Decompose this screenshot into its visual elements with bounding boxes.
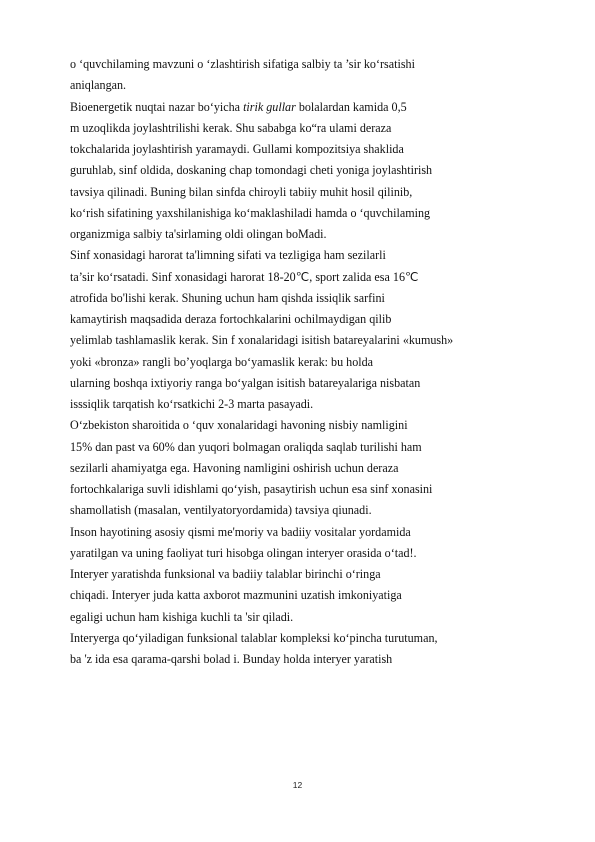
text-line: Interyerga qo‘yiladigan funksional talablar kompleksi ko‘pincha turutuman,: [70, 630, 438, 645]
text-line: tokchalarida joylashtirish yaramaydi. Gullami kompozitsiya shaklida: [70, 142, 404, 156]
text-line: ba 'z ida esa qarama-qarshi bolad i. Bunday holda interyer yaratish: [70, 652, 393, 666]
text-line: shamollatish (masalan, ventilyatoryordamida) tavsiya qiunadi.: [70, 503, 372, 518]
text-line: o ‘quvchilaming mavzuni o ‘zlashtirish sifatiga salbiy ta ’sir ko‘rsatishi: [70, 57, 415, 71]
text-line: Inson hayotining asosiy qismi me'moriy va badiiy vositalar yordamida: [70, 524, 411, 539]
text-line: organizmiga salbiy ta'sirlaming oldi olingan boMadi.: [70, 227, 327, 241]
text-line: yaratilgan va uning faoliyat turi hisobga olingan interyer orasida o‘tad!.: [70, 545, 417, 560]
text-line: m uzoqlikda joylashtrilishi kerak. Shu sababga ko“ra ulami deraza: [70, 120, 392, 135]
text-line: 15% dan past va 60% dan yuqori bolmagan oraliqda saqlab turilishi ham: [70, 439, 422, 454]
text-line: atrofida bo'lishi kerak. Shuning uchun ham qishda issiqlik sarfini: [70, 290, 385, 305]
page-number: 12: [292, 780, 303, 790]
text-span: bolalardan kamida 0,5: [295, 99, 407, 114]
text-line: [70, 97, 540, 118]
text-line: fortochkalariga suvli idishlami qo‘yish, pasaytirish uchun esa sinf xonasini: [70, 482, 433, 496]
text-line: ularning boshqa ixtiyoriy ranga bo‘yalgan isitish batareyalariga nisbatan: [70, 375, 421, 390]
text-line: yelimlab tashlamaslik kerak. Sin f xonalaridagi isitish batareyalarini «kumush»: [70, 333, 454, 348]
text-line: Sinf xonasidagi harorat ta'limning sifati va tezligiga ham sezilarli: [70, 248, 386, 263]
text-line: chiqadi. Interyer juda katta axborot mazmunini uzatish imkoniyatiga: [70, 588, 402, 603]
text-line: O‘zbekiston sharoitida o ‘quv xonalaridagi havoning nisbiy namligini: [70, 418, 408, 433]
text-line: ta’sir ko‘rsatadi. Sinf xonasidagi harorat 18-20℃, sport zalida esa 16℃: [70, 269, 419, 284]
text-line: tavsiya qilinadi. Buning bilan sinfda chiroyli tabiiy muhit hosil qilinib,: [70, 184, 413, 199]
text-line: ko‘rish sifatining yaxshilanishiga ko‘maklashiladi hamda o ‘quvchilaming: [70, 205, 431, 220]
text-line: Interyer yaratishda funksional va badiiy talablar birinchi o‘ringa: [70, 567, 381, 581]
text-line: kamaytirish maqsadida deraza fortochkalarini ochilmaydigan qilib: [70, 312, 392, 326]
text-line: aniqlangan.: [70, 78, 127, 93]
text-line: sezilarli ahamiyatga ega. Havoning namligini oshirish uchun deraza: [70, 460, 399, 475]
italic-term: tirik gullar: [243, 99, 296, 114]
text-span: Bioenergetik nuqtai nazar bo‘yicha: [70, 99, 244, 114]
body-text: [70, 54, 540, 670]
text-line: yoki «bronza» rangli bo’yoqlarga bo‘yamaslik kerak: bu holda: [70, 354, 374, 369]
text-line: guruhlab, sinf oldida, doskaning chap tomondagi cheti yoniga joylashtirish: [70, 163, 433, 178]
text-line: isssiqlik tarqatish ko‘rsatkichi 2-3 marta pasayadi.: [70, 397, 314, 411]
text-line: egaligi uchun ham kishiga kuchli ta 'sir qiladi.: [70, 609, 294, 624]
